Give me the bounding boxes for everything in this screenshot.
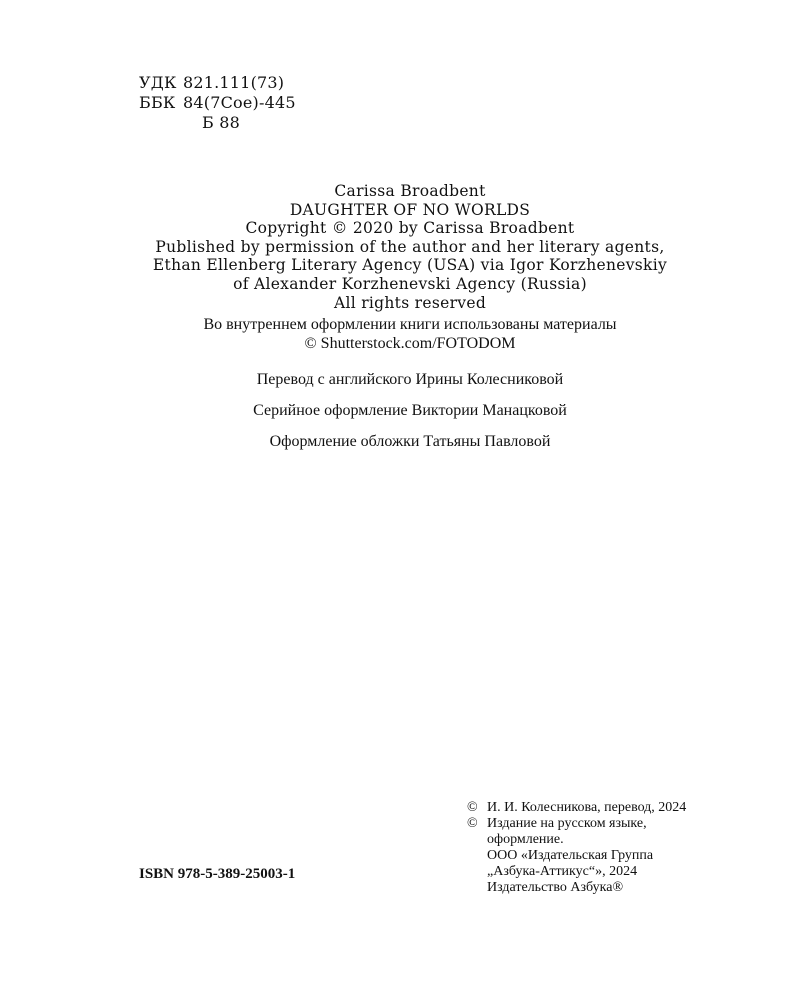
bbk-row <box>139 93 296 113</box>
edition-notice-line-1: Издание на русском языке, <box>487 816 647 831</box>
original-title: DAUGHTER OF NO WORLDS <box>289 200 531 219</box>
edition-notice-line-4: „Азбука-Аттикус“», 2024 <box>487 864 638 879</box>
permission-line-2: Ethan Ellenberg Literary Agency (USA) via Igor Korzhenevskiy <box>152 256 668 275</box>
original-copyright-block <box>140 182 680 312</box>
permission-line-1: Published by permission of the author and her literary agents, <box>155 237 665 256</box>
author-name: Carissa Broadbent <box>334 182 486 200</box>
copyright-symbol: © <box>467 816 478 831</box>
illustrations-line-2: © Shutterstock.com/FOTODOM <box>304 335 516 352</box>
edition-notice-line-3: ООО «Издательская Группа <box>487 848 654 863</box>
udk-label: УДК <box>139 73 177 92</box>
rights-reserved: All rights reserved <box>333 293 487 312</box>
copyright-symbol: © <box>467 800 478 815</box>
cover-design-credit: Оформление обложки Татьяны Павловой <box>269 433 551 450</box>
bbk-value: 84(7Сое)-445 <box>183 93 296 112</box>
russian-credits <box>140 315 680 451</box>
translation-notice <box>467 800 686 816</box>
isbn: ISBN 978-5-389-25003-1 <box>139 866 296 882</box>
copyright-notices <box>467 800 686 896</box>
copyright-line: Copyright © 2020 by Carissa Broadbent <box>245 219 575 238</box>
edition-notice <box>467 816 686 896</box>
bbk-label: ББК <box>139 93 176 112</box>
classification-block <box>139 73 296 133</box>
translation-notice-text: И. И. Колесникова, перевод, 2024 <box>487 800 687 815</box>
permission-line-3: of Alexander Korzhenevski Agency (Russia) <box>233 274 587 293</box>
translator-credit: Перевод с английского Ирины Колесниковой <box>256 371 564 388</box>
illustrations-credit <box>140 315 680 353</box>
series-design-credit: Серийное оформление Виктории Манацковой <box>253 402 567 419</box>
edition-notice-line-5: Издательство Азбука® <box>487 880 624 895</box>
udk-value: 821.111(73) <box>183 73 285 92</box>
author-mark: Б 88 <box>202 113 241 132</box>
illustrations-line-1: Во внутреннем оформлении книги использованы материалы <box>203 316 617 333</box>
edition-notice-line-2: оформление. <box>487 832 564 847</box>
udk-row <box>139 73 296 93</box>
